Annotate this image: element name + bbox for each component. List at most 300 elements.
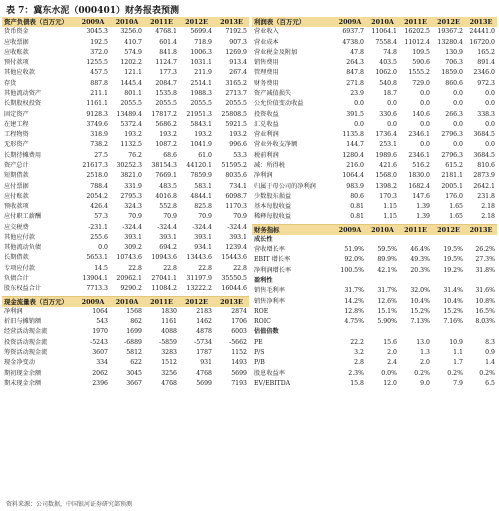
row-value: 0.0 [354,120,364,128]
row-value: 615.2 [445,161,463,169]
row-value: 2346.1 [408,151,430,159]
row-value: 331.9 [124,182,142,190]
table-row [2,284,249,294]
row-value: 403.5 [379,59,397,67]
row-value: 5686.2 [155,120,177,128]
row-value: 1398.2 [375,182,397,190]
row-value: 4738.0 [342,38,364,46]
row-label: 应收票据 [4,38,29,46]
row-value: -5734 [194,338,212,346]
row-value: 3045 [126,369,142,377]
row-value: 27.3% [475,256,495,264]
row-value: 147.6 [412,192,430,200]
row-value: 393.1 [124,233,142,241]
row-label: 投资活动现金流 [4,338,48,346]
row-value: 109.5 [412,48,430,56]
table-row [2,317,249,327]
row-value: 1170.3 [225,203,247,211]
section-title: 资产负债表（百万元） [2,17,76,27]
row-value: 1239.4 [225,244,247,252]
row-label: 营业成本 [254,38,279,46]
row-value: 10943.6 [151,254,177,262]
year-header: 2012E [432,17,465,27]
cashflow-table [2,296,249,390]
row-value: 7.9 [453,379,463,387]
row-value: 70.9 [163,213,177,221]
row-value: 0.0 [485,120,495,128]
row-label: 营业收入 [254,28,279,36]
row-value: 0.0 [387,100,397,108]
row-value: 1124.7 [155,59,177,67]
table-row [252,358,497,368]
row-value: 1787 [196,349,212,356]
row-value: 193.2 [124,131,142,139]
row-label: 股东权益合计 [4,285,42,293]
row-value: 543 [96,318,108,326]
row-value: 1132.5 [120,141,142,149]
row-value: 165.2 [477,48,495,56]
row-value: 31.6% [475,287,495,295]
row-label: 销售净利率 [254,297,285,305]
row-label: P/B [254,359,265,367]
ratio-group-heading [252,327,497,337]
row-value: 996.6 [229,141,247,149]
row-value: 24441.0 [469,28,495,36]
row-label: 资产减值损失 [254,89,292,97]
row-label: 财务费用 [254,79,279,87]
row-label: 汇兑收益 [254,120,279,128]
row-value: 734.1 [229,182,247,190]
row-value: -5243 [90,338,108,346]
row-value: -231.1 [88,223,108,231]
row-value: 2642.1 [473,182,495,190]
row-value: 2.0 [420,359,430,367]
row-value: 3165.2 [225,79,247,87]
table-row [252,297,497,307]
table-row [252,202,497,212]
table-row [2,38,249,48]
row-value: 1830 [161,307,177,315]
row-value: 53.3 [233,151,247,159]
table-row [252,192,497,202]
empty-cell [399,276,432,286]
row-label: 经营活动现金流 [4,328,48,336]
row-value: 4768 [161,379,177,387]
row-label: 筹资活动现金流 [4,349,48,356]
table-row [2,369,249,379]
row-value: 7713.3 [86,285,108,293]
row-value: 4768 [196,369,212,377]
empty-cell [366,276,399,286]
row-value: 1.4 [485,359,495,367]
row-value: 860.6 [445,79,463,87]
table-row [2,233,249,243]
row-value: -324.4 [122,223,142,231]
row-label: 应付职工薪酬 [4,213,42,221]
row-value: 231.8 [477,192,495,200]
row-value: 801.1 [124,89,142,97]
table-header-row [252,224,497,235]
row-value: 3256.0 [120,28,142,36]
row-value: 7192.5 [225,28,247,36]
row-value: 20.3% [410,266,430,274]
row-value: 2062 [92,369,108,377]
table-row [2,171,249,181]
row-value: 601.4 [159,38,177,46]
row-value: 590.6 [412,59,430,67]
row-value: 3.2 [354,349,364,356]
table-row [2,99,249,109]
row-value: 0.0 [420,120,430,128]
table-row [252,161,497,171]
year-header: 2010A [110,17,144,27]
row-value: 552.8 [159,203,177,211]
row-value: 1.3 [420,349,430,356]
section-title: 利润表（百万元） [252,17,334,27]
table-row [2,182,249,192]
year-header: 2013E [214,17,249,27]
row-value: 47.8 [350,48,364,56]
row-label: 专项应付款 [4,264,35,272]
row-label: 净利润 [4,307,23,315]
row-value: 3684.5 [473,131,495,139]
row-value: 2795.3 [120,192,142,200]
row-value: 19.2% [443,266,463,274]
row-value: 31.8% [475,266,495,274]
year-header: 2009A [334,17,366,27]
row-value: 3045.3 [86,28,108,36]
empty-cell [432,276,465,286]
row-value: 622 [130,359,142,367]
row-value: 1041.9 [190,141,212,149]
row-value: 30252.3 [116,161,142,169]
group-title: 盈利性 [254,277,273,285]
row-label: 管理费用 [254,69,279,77]
row-value: 11064.1 [371,28,397,36]
row-value: 2005.1 [441,182,463,190]
table-row [2,274,249,284]
row-label: ROIC [254,318,271,326]
row-value: 4016.8 [155,192,177,200]
row-label: 固定资产 [4,110,29,118]
row-label: 现金净变动 [4,359,35,367]
row-value: 211.9 [194,69,212,77]
row-value: 907.3 [229,38,247,46]
group-title: 估值倍数 [254,328,279,336]
row-value: 729.0 [412,79,430,87]
row-value: 0.0 [354,100,364,108]
row-value: 324.3 [124,203,142,211]
row-value: 1682.4 [408,182,430,190]
row-value: 255.6 [90,233,108,241]
row-label: 公允价值变动收益 [254,100,304,108]
ratio-group-heading [252,276,497,286]
row-value: 2396 [92,379,108,387]
row-label: 长期借款 [4,254,29,262]
table-row [2,48,249,58]
table-row [2,58,249,68]
row-value: 271.8 [346,79,364,87]
row-value: 6003 [231,328,247,336]
row-value: 26.2% [475,246,495,254]
row-value: 0.81 [350,213,364,221]
table-row [2,358,249,368]
financial-ratios-table [252,224,497,390]
table-row [252,38,497,48]
row-value: 1161.1 [86,100,108,108]
row-value: 2.4 [387,359,397,367]
row-value: 7859.9 [190,172,212,180]
row-value: 1535.8 [155,89,177,97]
row-value: 1152 [231,349,247,356]
row-value: 0.0 [453,89,463,97]
row-value: 1.65 [449,203,463,211]
row-value: 51595.2 [221,161,247,169]
row-value: 5699 [231,369,247,377]
row-value: 891.4 [477,59,495,67]
table-row [252,379,497,389]
row-value: 1255.5 [86,59,108,67]
row-value: 738.2 [90,141,108,149]
row-value: 1269.9 [225,48,247,56]
row-label: 基本每股收益 [254,203,292,211]
row-value: 31197.9 [186,275,212,283]
row-value: 334 [96,359,108,367]
table-row [252,130,497,140]
row-value: 9.0 [420,379,430,387]
empty-cell [432,235,465,245]
table-row [2,264,249,274]
empty-cell [432,327,465,337]
row-value: 393.1 [229,233,247,241]
row-value: 1161 [161,318,177,326]
table-header-row [2,17,249,27]
left-column [2,17,249,389]
table-row [2,348,249,358]
row-value: 2796.3 [441,151,463,159]
row-value: 7558.4 [375,38,397,46]
row-value: 7.13% [410,318,430,326]
row-value: 15.2% [410,307,430,315]
row-value: 31.7% [377,287,397,295]
right-column [252,17,497,389]
row-value: 16044.6 [221,285,247,293]
group-title: 成长性 [254,235,273,243]
row-value: 2874 [231,307,247,315]
row-value: 4768.1 [155,28,177,36]
row-value: 193.2 [159,131,177,139]
row-value: 10.8% [475,297,495,305]
empty-cell [399,327,432,337]
row-label: 预付款项 [4,59,29,67]
row-value: 5372.4 [120,120,142,128]
row-value: 0.2% [447,369,463,377]
row-value: 393.1 [194,233,212,241]
row-value: 862 [130,318,142,326]
row-value: 1.7 [453,359,463,367]
table-row [252,48,497,58]
row-label: 投资收益 [254,110,279,118]
row-value: 70.9 [233,213,247,221]
year-header: 2013E [214,296,249,307]
row-value: 913.4 [229,59,247,67]
row-value: 0.0 [453,141,463,149]
row-value: 2055.5 [120,100,142,108]
row-label: 营业外收支净额 [254,141,298,149]
table-row [2,223,249,233]
section-title: 财务指标 [252,224,334,235]
row-value: 410.7 [124,38,142,46]
row-label: 货币资金 [4,28,29,36]
row-label: 营收增长率 [254,246,285,254]
row-value: 1087.2 [155,141,177,149]
table-row [252,99,497,109]
row-value: 5699.4 [190,28,212,36]
row-value: 4878 [196,328,212,336]
row-label: 减：所得税 [254,161,285,169]
table-row [2,89,249,99]
row-value: -324.4 [227,223,247,231]
row-value: 516.2 [412,161,430,169]
row-value: 391.5 [346,110,364,118]
row-label: 期末现金余额 [4,379,42,387]
row-value: 1.15 [383,213,397,221]
row-label: EBIT 增长率 [254,256,291,264]
row-label: 净利润增长率 [254,266,292,274]
row-value: 0.0 [387,120,397,128]
row-value: 144.7 [346,141,364,149]
empty-cell [399,235,432,245]
row-value: 192.5 [90,38,108,46]
row-value: 121.1 [124,69,142,77]
row-value: 8035.6 [225,172,247,180]
row-label: ROE [254,307,269,315]
row-value: 1.1 [453,349,463,356]
row-value: 1555.2 [408,69,430,77]
row-value: 0.0% [381,369,397,377]
row-value: 788.4 [90,182,108,190]
row-value: 6.5 [485,379,495,387]
table-row [252,255,497,265]
row-value: 5812 [126,349,142,356]
row-value: 718.9 [194,38,212,46]
table-row [252,68,497,78]
year-header: 2011E [399,17,432,27]
row-value: 6937.7 [342,28,364,36]
row-value: 3684.5 [473,151,495,159]
row-value: 338.3 [477,110,495,118]
row-value: 3821.0 [120,172,142,180]
row-value: 540.8 [379,79,397,87]
row-value: 68.6 [163,151,177,159]
row-value: 2.18 [481,213,495,221]
empty-cell [334,327,366,337]
row-label: P/S [254,349,265,356]
year-header: 2012E [179,296,214,307]
row-value: 21617.3 [82,161,108,169]
row-value: 694.2 [159,244,177,252]
row-label: 股息收益率 [254,369,285,377]
row-value: 5653.1 [86,254,108,262]
row-value: 1493 [231,359,247,367]
table-row [2,192,249,202]
row-value: 3749.6 [86,120,108,128]
table-row [252,348,497,358]
row-value: -6889 [124,338,142,346]
row-value: 14.2% [344,297,364,305]
table-row [252,140,497,150]
row-value: 1859.0 [441,69,463,77]
row-value: 1.39 [416,213,430,221]
row-value: 76.2 [128,151,142,159]
row-label: 在建工程 [4,120,29,128]
balance-sheet-table [2,17,249,295]
table-row [2,120,249,130]
row-value: 583.1 [194,182,212,190]
row-value: 27041.1 [151,275,177,283]
row-value: 2055.5 [225,100,247,108]
year-header: 2010A [366,17,399,27]
row-label: 短期借款 [4,172,29,180]
row-value: 12.0 [383,379,397,387]
row-value: 15.6 [383,338,397,346]
empty-cell [465,276,497,286]
row-value: 193.2 [194,131,212,139]
row-value: 1706 [231,318,247,326]
row-value: 0.81 [350,203,364,211]
row-value: 70.9 [128,213,142,221]
table-row [2,151,249,161]
row-value: 2.8 [354,359,364,367]
table-row [252,307,497,317]
row-value: 51.9% [344,246,364,254]
row-label: 归属于母公司的净利润 [254,182,316,190]
table-row [2,243,249,253]
table-header-row [252,17,497,27]
table-row [252,110,497,120]
row-value: 17817.2 [151,110,177,118]
row-label: 资产总计 [4,161,29,169]
section-title: 现金流量表（百万元） [2,296,76,307]
row-value: 13443.6 [186,254,212,262]
row-label: 营业利润 [254,131,279,139]
empty-cell [366,235,399,245]
row-value: 5699 [196,379,212,387]
row-value: 16.5% [475,307,495,315]
row-value: 2181.1 [441,172,463,180]
row-value: 426.4 [90,203,108,211]
row-label: 折旧与摊销额 [4,318,42,326]
year-header: 2012E [432,224,465,235]
row-label: 应收账款 [4,48,29,56]
row-value: 0.0 [98,244,108,252]
row-value: 74.8 [383,48,397,56]
row-value: 934.1 [194,244,212,252]
table-row [252,171,497,181]
row-value: 264.3 [346,59,364,67]
table-row [252,27,497,37]
row-value: 13.0 [416,338,430,346]
row-label: EV/EBITDA [254,379,291,387]
row-value: 5843.1 [190,120,212,128]
row-value: 140.6 [412,110,430,118]
table-header-row [2,296,249,307]
row-value: 31.7% [344,287,364,295]
row-value: 0.2% [479,369,495,377]
row-value: 25808.5 [221,110,247,118]
table-row [2,130,249,140]
row-value: 3607 [92,349,108,356]
